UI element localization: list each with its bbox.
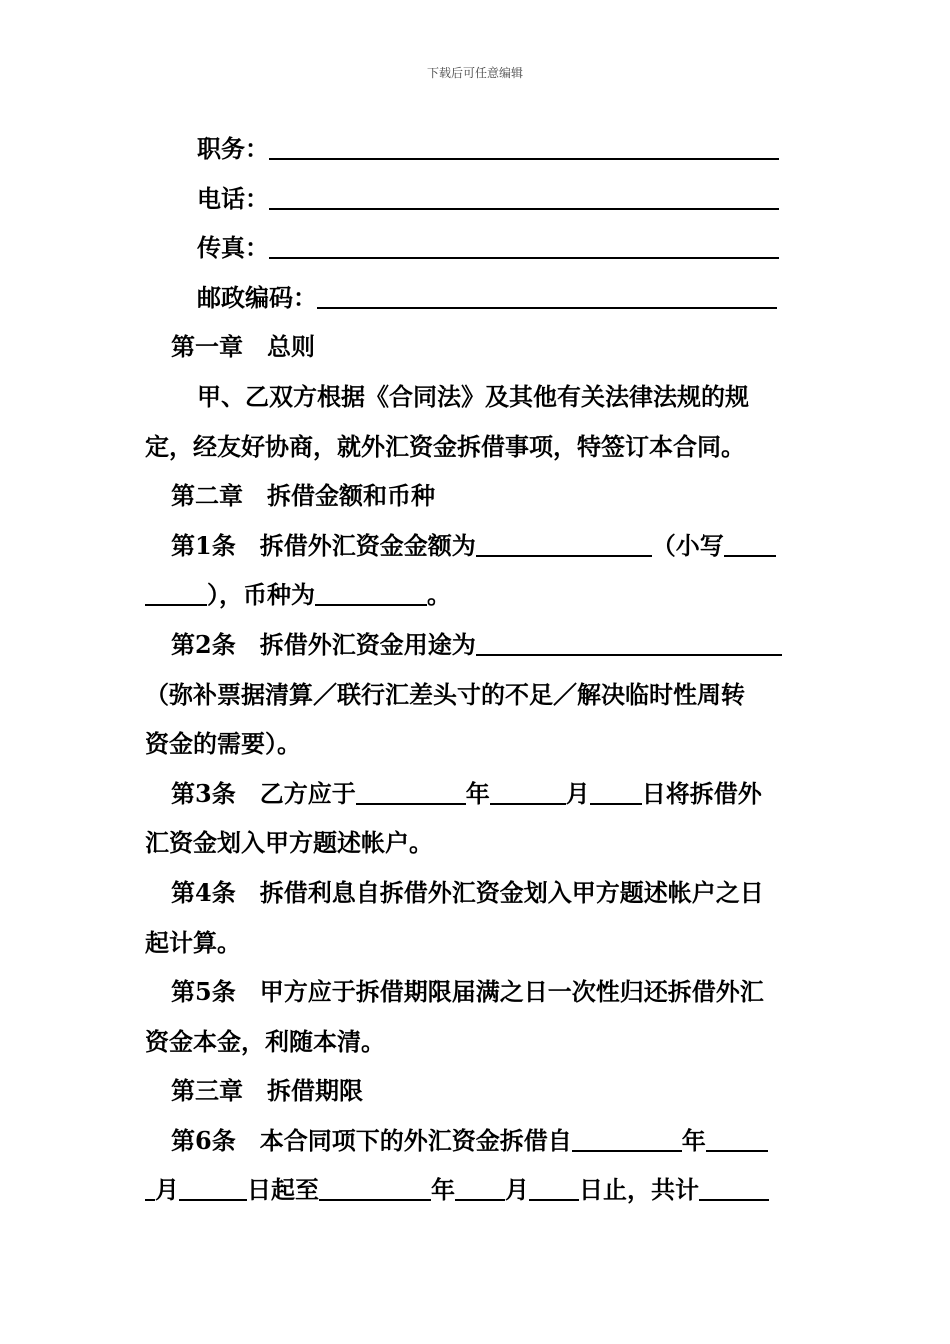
lowercase-blank-part2[interactable] xyxy=(145,577,207,606)
article-2-line-2: （弥补票据清算／联行汇差头寸的不足／解决临时性周转 xyxy=(145,679,745,709)
contract-body xyxy=(145,124,807,1215)
article-5-line-1: 第5条 甲方应于拆借期限届满之日一次性归还拆借外汇 xyxy=(171,977,764,1007)
chapter-1-title: 第一章 总则 xyxy=(171,332,315,362)
postcode-blank[interactable] xyxy=(317,280,777,309)
chapter-3-title: 第三章 拆借期限 xyxy=(171,1076,363,1106)
end-month-label: 月 xyxy=(505,1175,529,1205)
total-days-blank[interactable] xyxy=(699,1172,769,1201)
end-year-blank[interactable] xyxy=(319,1172,431,1201)
article-6-prefix: 第6条 本合同项下的外汇资金拆借自 xyxy=(171,1125,572,1155)
currency-label: ），币种为 xyxy=(207,580,315,610)
lowercase-label: （小写 xyxy=(651,530,724,560)
article-3-line-2: 汇资金划入甲方题述帐户。 xyxy=(145,828,433,858)
contact-phone-row xyxy=(145,174,807,224)
contact-position-row xyxy=(145,124,807,174)
year-label: 年 xyxy=(465,778,490,808)
article-2-prefix: 第2条 拆借外汇资金用途为 xyxy=(171,629,476,659)
fax-blank[interactable] xyxy=(269,230,779,259)
article-4-line-2: 起计算。 xyxy=(145,927,241,957)
chapter-1-paragraph-line-2: 定，经友好协商，就外汇资金拆借事项，特签订本合同。 xyxy=(145,431,745,461)
transfer-month-blank[interactable] xyxy=(490,776,566,805)
phone-blank[interactable] xyxy=(269,181,779,210)
contact-fax-row xyxy=(145,223,807,273)
end-month-blank[interactable] xyxy=(455,1172,505,1201)
start-month-label: 月 xyxy=(155,1175,179,1205)
end-year-label: 年 xyxy=(431,1175,455,1205)
start-month-blank-part1[interactable] xyxy=(706,1123,768,1152)
article-2-line-1 xyxy=(145,620,807,670)
article-4-line-1: 第4条 拆借利息自拆借外汇资金划入甲方题述帐户之日 xyxy=(171,877,764,907)
article-1-end: 。 xyxy=(427,580,451,610)
article-1-prefix: 第1条 拆借外汇资金金额为 xyxy=(171,530,476,560)
page-header: 下载后可任意编辑 xyxy=(426,66,523,80)
fax-label: 传真： xyxy=(197,233,269,263)
position-label: 职务： xyxy=(197,134,269,163)
transfer-year-blank[interactable] xyxy=(356,776,466,805)
article-3-line-1 xyxy=(145,769,807,819)
position-blank[interactable] xyxy=(269,131,779,160)
transfer-day-blank[interactable] xyxy=(590,776,642,805)
chapter-1-paragraph-line-1: 甲、乙双方根据《合同法》及其他有关法律法规的规 xyxy=(197,381,749,411)
currency-blank[interactable] xyxy=(315,577,427,606)
article-1-line-2 xyxy=(145,570,807,620)
start-month-blank-part2[interactable] xyxy=(145,1172,155,1201)
article-2-line-3: 资金的需要）。 xyxy=(145,729,301,759)
lowercase-blank-part1[interactable] xyxy=(724,528,776,557)
end-day-label: 日止，共计 xyxy=(579,1175,699,1205)
article-3-suffix: 日将拆借外 xyxy=(641,778,762,808)
article-1-line-1 xyxy=(145,521,807,571)
start-year-blank[interactable] xyxy=(572,1123,682,1152)
article-6-line-2 xyxy=(145,1165,807,1215)
month-label: 月 xyxy=(565,778,590,808)
amount-blank[interactable] xyxy=(476,528,652,557)
phone-label: 电话： xyxy=(197,183,269,213)
article-6-line-1 xyxy=(145,1116,807,1166)
start-day-label: 日起至 xyxy=(247,1175,319,1205)
postcode-label: 邮政编码： xyxy=(197,282,317,312)
article-5-line-2: 资金本金，利随本清。 xyxy=(145,1026,385,1056)
end-day-blank[interactable] xyxy=(529,1172,579,1201)
chapter-2-title: 第二章 拆借金额和币种 xyxy=(171,481,435,511)
contact-postcode-row xyxy=(145,273,807,323)
start-year-label: 年 xyxy=(681,1125,706,1155)
article-3-prefix: 第3条 乙方应于 xyxy=(171,778,356,808)
purpose-blank[interactable] xyxy=(476,627,782,656)
start-day-blank[interactable] xyxy=(179,1172,247,1201)
